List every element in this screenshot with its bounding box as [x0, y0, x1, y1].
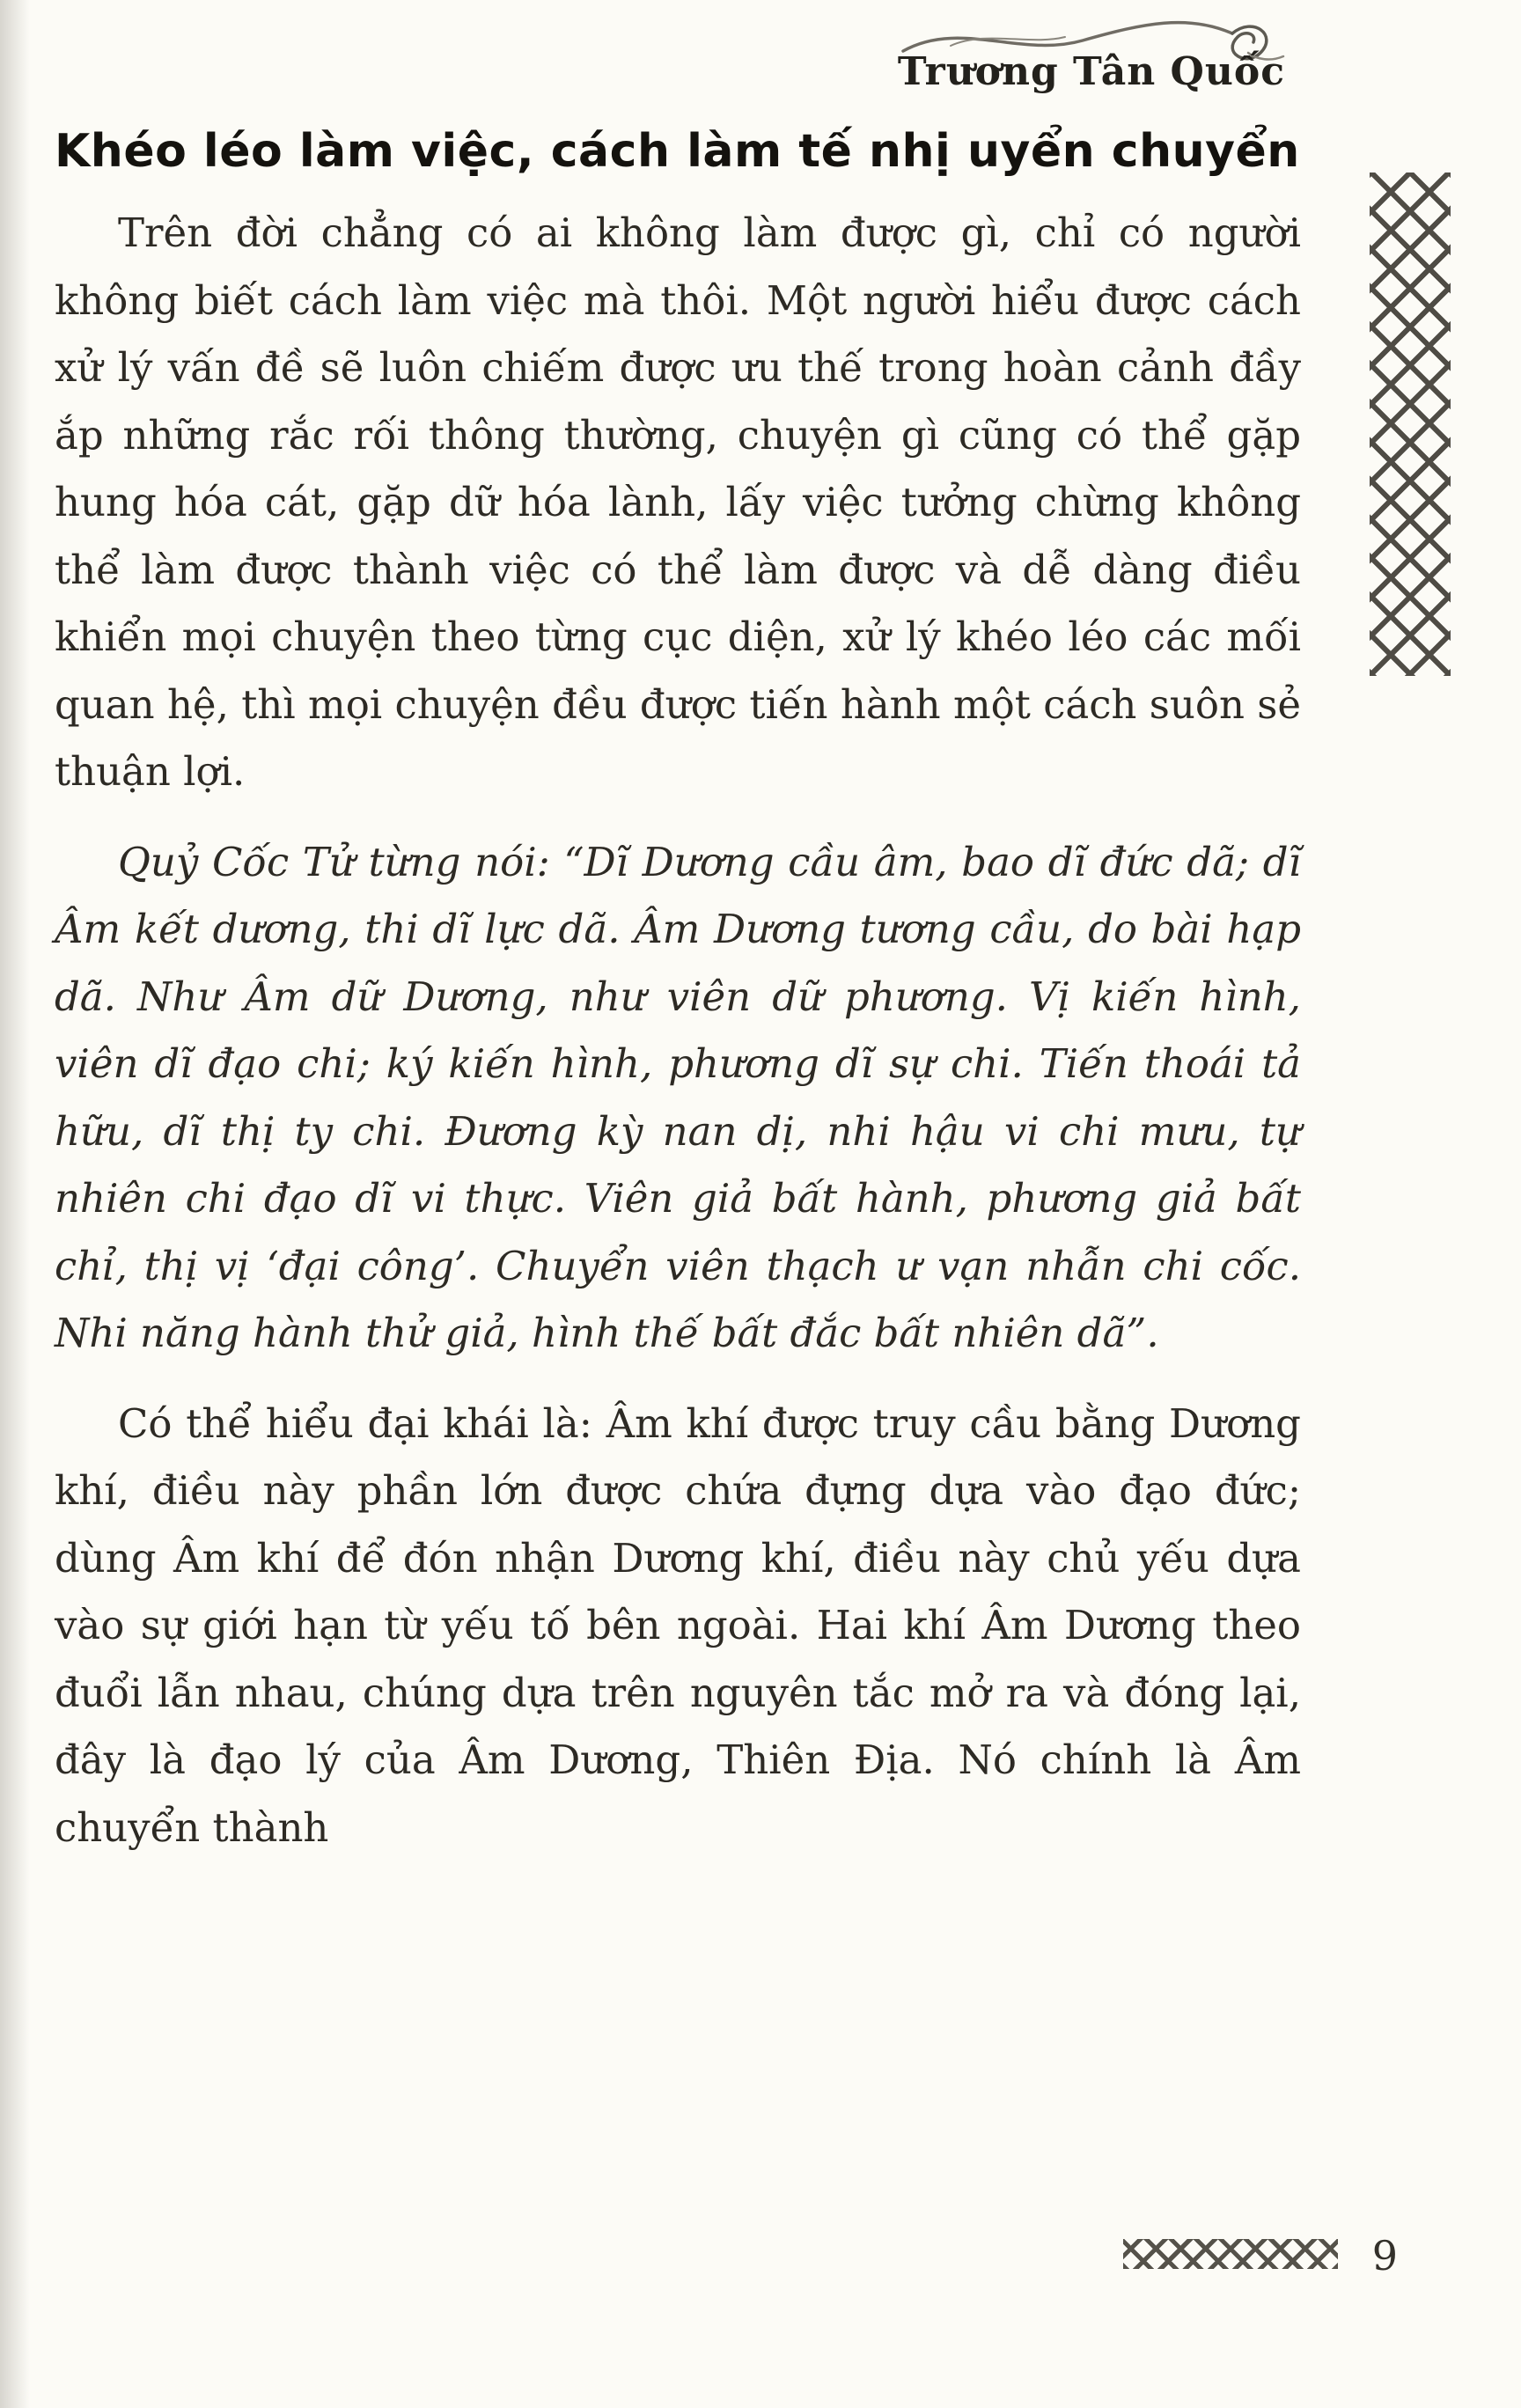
paragraph-explanation: Có thể hiểu đại khái là: Âm khí được truy cầu bằng Dương khí, điều này phần lớn được chứa đựng dựa vào đạo đức; dùng Âm khí để đón nhận Dương khí, điều này chủ yếu dựa vào sự giới hạn từ yếu tố bên ngoài. Hai khí Âm Dương theo đuổi lẫn nhau, chúng dựa trên nguyên tắc mở ra và đóng lại, đây là đạo lý của Âm Dương, Thiên Địa. Nó chính là Âm chuyển thành [55, 1399, 1301, 1851]
footer-lattice-icon [1123, 2239, 1338, 2269]
page-number: 9 [1371, 2232, 1398, 2280]
header-author: Trương Tân Quốc [897, 49, 1285, 94]
paragraph-intro: Trên đời chẳng có ai không làm được gì, chỉ có người không biết cách làm việc mà thôi. Một người hiểu được cách xử lý vấn đề sẽ luôn chiếm được ưu thế trong hoàn cảnh đầy ắp những rắc rối thông thường, chuyện gì cũng có thể gặp hung hóa cát, gặp dữ hóa lành, lấy việc tưởng chừng không thể làm được thành việc có thể làm được và dễ dàng điều khiển mọi chuyện theo từng cục diện, xử lý khéo léo các mối quan hệ, thì mọi chuyện đều được tiến hành một cách suôn sẻ thuận lợi. [55, 209, 1301, 796]
section-title: Khéo léo làm việc, cách làm tế nhị uyển chuyển [55, 125, 1300, 178]
page-content [0, 125, 1521, 1884]
paragraph-quote: Quỷ Cốc Tử từng nói: “Dĩ Dương cầu âm, bao dĩ đức dã; dĩ Âm kết dương, thi dĩ lực dã. Âm Dương tương cầu, do bài hạp dã. Như Âm dữ Dương, như viên dữ phương. Vị kiến hình, viên dĩ đạo chi; ký kiến hình, phương dĩ sự chi. Tiến thoái tả hữu, dĩ thị ty chi. Đương kỳ nan dị, nhi hậu vi chi mưu, tự nhiên chi đạo dĩ vi thực. Viên giả bất hành, phương giả bất chỉ, thị vị ‘đại công’. Chuyển viên thạch ư vạn nhẫn chi cốc. Nhi năng hành thử giả, hình thế bất đắc bất nhiên dã”. [55, 838, 1301, 1357]
